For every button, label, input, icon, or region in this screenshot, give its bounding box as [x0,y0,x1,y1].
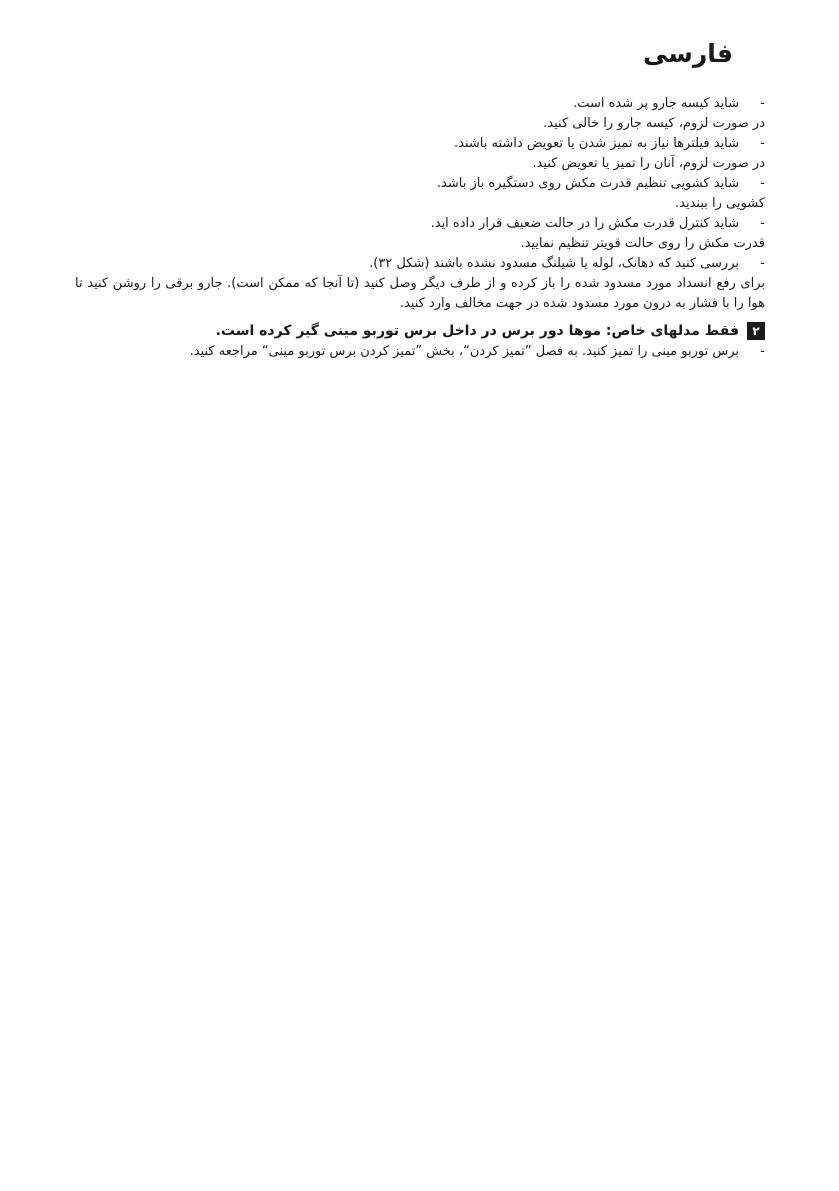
list-item [75,254,765,274]
bullet-dash: - [760,216,765,231]
page-title: فارسی [642,39,733,68]
troubleshooting-text [75,94,765,362]
section-heading-text: فقط مدلهای خاص: موها دور برس در داخل برس توربو مینی گیر کرده است. [215,323,739,339]
list-item [75,214,765,234]
bullet-dash: - [760,344,765,359]
item-text: شاید کشویی تنظیم قدرت مکش روی دستگیره باز باشد. [436,176,739,191]
item-solution: برای رفع انسداد مورد مسدود شده را باز کرده و از طرف دیگر وصل کنید (تا آنجا که ممکن است). جارو برقی را روشن کنید تا هوا را با فشار به درون مورد مسدود شده در جهت مخالف وارد کنید. [75,276,765,311]
bullet-dash: - [760,96,765,111]
bullet-dash: - [760,176,765,191]
item-text: شاید فیلترها نیاز به تمیز شدن یا تعویض داشته باشند. [454,136,739,151]
list-item [75,134,765,154]
item-solution: کشویی را ببندید. [675,196,765,211]
item-text: شاید کیسه جارو پر شده است. [573,96,739,111]
item-solution: در صورت لزوم، کیسه جارو را خالی کنید. [543,116,765,131]
item-text: شاید کنترل قدرت مکش را در حالت ضعیف قرار داده اید. [430,216,739,231]
item-text: بررسی کنید که دهانک، لوله یا شیلنگ مسدود نشده باشند (شکل ۳۲). [369,256,739,271]
item-text: برس توربو مینی را تمیز کنید. به فصل ”تمیز کردن“، بخش ”تمیز کردن برس توربو مینی“ مراجعه کنید. [189,344,739,359]
step-number-badge: ۲ [747,322,765,340]
list-item [75,94,765,114]
bullet-dash: - [760,136,765,151]
list-item [75,174,765,194]
section-heading [75,320,765,342]
bullet-dash: - [760,256,765,271]
list-item [75,342,765,362]
item-solution: قدرت مکش را روی حالت قویتر تنظیم نمایید. [520,236,765,251]
item-solution: در صورت لزوم، آنان را تمیز یا تعویض کنید. [532,156,765,171]
